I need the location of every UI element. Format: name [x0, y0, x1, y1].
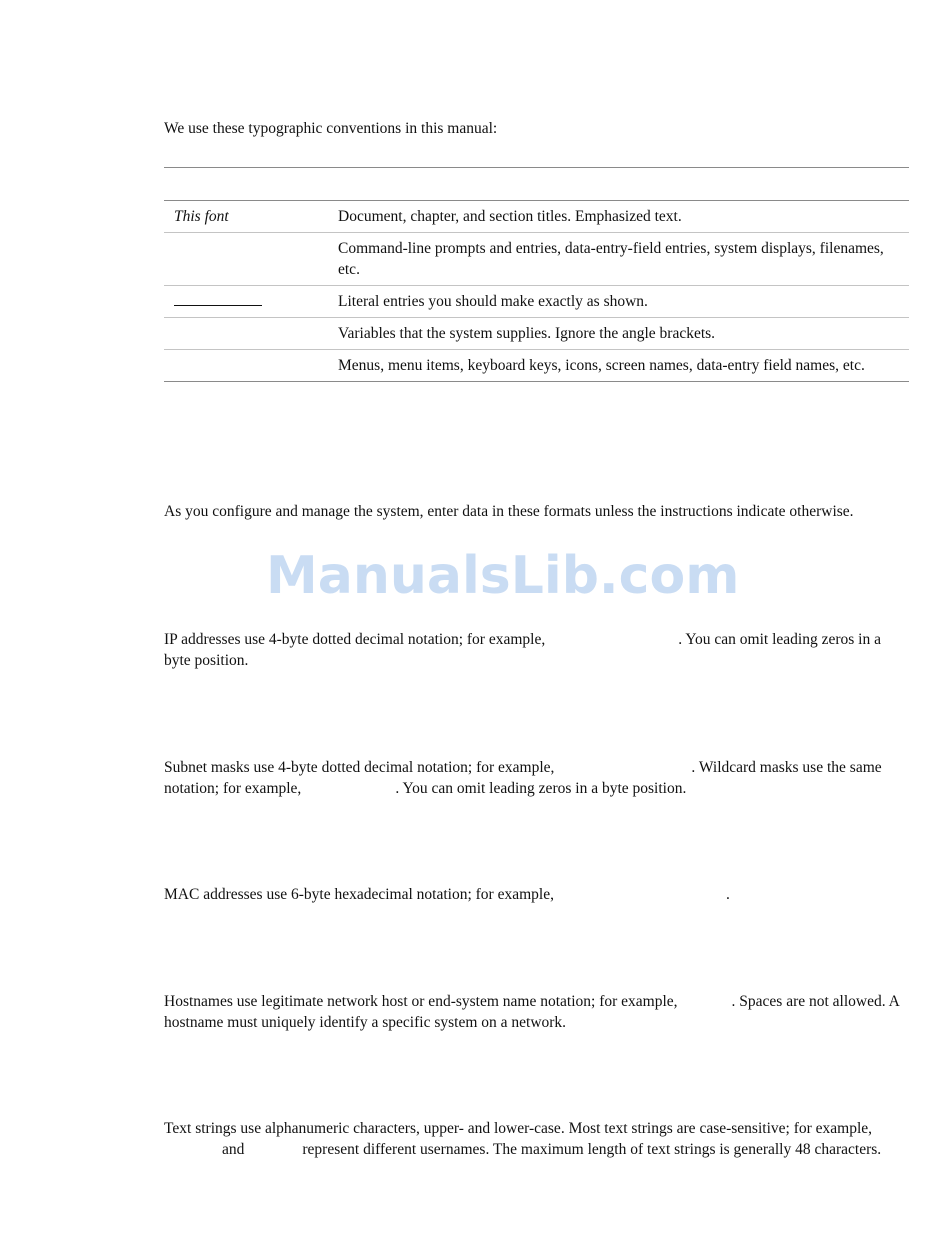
text-strings-paragraph	[164, 1118, 909, 1160]
mac-text-b: .	[725, 886, 730, 903]
subnet-text-a: Subnet masks use 4-byte dotted decimal notation; for example,	[164, 759, 555, 776]
conventions-table	[164, 200, 909, 382]
hostname-text-a: Hostnames use legitimate network host or end-system name notation; for example,	[164, 993, 678, 1010]
convention-description: Literal entries you should make exactly as shown.	[338, 286, 909, 318]
text-strings-b: and	[222, 1141, 245, 1158]
text-strings-c: represent different usernames. The maximum length of text strings is generally 48 characters.	[302, 1141, 882, 1158]
convention-description: Document, chapter, and section titles. Emphasized text.	[338, 201, 909, 233]
convention-sample-menu	[164, 350, 338, 382]
table-row	[164, 201, 909, 233]
convention-description: Command-line prompts and entries, data-entry-field entries, system displays, filenames, etc.	[338, 233, 909, 286]
mac-address-paragraph	[164, 884, 909, 905]
ip-text-b: . You can omit leading zeros in a byte position.	[164, 631, 881, 669]
hostname-paragraph	[164, 991, 909, 1033]
convention-sample-literal	[164, 286, 338, 318]
mac-text-a: MAC addresses use 6-byte hexadecimal notation; for example,	[164, 886, 554, 903]
hostname-text-b: . Spaces are not allowed. A hostname must uniquely identify a specific system on a network.	[164, 993, 899, 1031]
convention-description: Menus, menu items, keyboard keys, icons, screen names, data-entry field names, etc.	[338, 350, 909, 382]
ip-text-a: IP addresses use 4-byte dotted decimal notation; for example,	[164, 631, 546, 648]
ip-address-paragraph	[164, 629, 909, 671]
table-row	[164, 233, 909, 286]
convention-sample-italic: This font	[164, 201, 338, 233]
watermark-logo: ManualsLib.com	[266, 546, 740, 606]
intro-text: We use these typographic conventions in this manual:	[164, 120, 498, 137]
convention-description: Variables that the system supplies. Ignore the angle brackets.	[338, 318, 909, 350]
text-strings-a: Text strings use alphanumeric characters, upper- and lower-case. Most text strings are case-sensitive; for example,	[164, 1120, 873, 1137]
table-row	[164, 286, 909, 318]
table-row	[164, 318, 909, 350]
underline-sample	[174, 291, 262, 306]
subnet-text-b: . Wildcard masks use the same notation; for example,	[164, 759, 882, 797]
convention-sample-command	[164, 233, 338, 286]
table-row	[164, 350, 909, 382]
table-top-rule	[164, 167, 909, 168]
subnet-text-c: . You can omit leading zeros in a byte position.	[395, 780, 687, 797]
convention-sample-variable	[164, 318, 338, 350]
data-formats-intro: As you configure and manage the system, enter data in these formats unless the instructions indicate otherwise.	[164, 503, 854, 520]
subnet-mask-paragraph	[164, 757, 909, 799]
